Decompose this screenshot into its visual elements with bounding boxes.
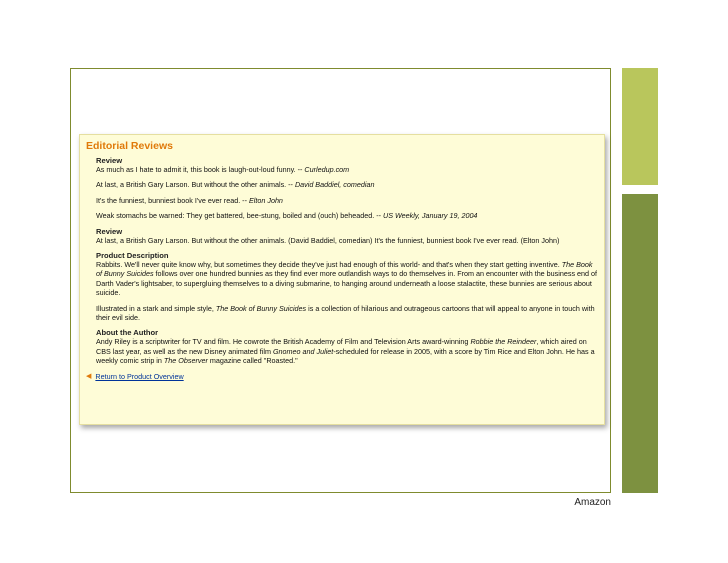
- review-section: [86, 156, 598, 366]
- left-arrow-icon: ◀: [86, 373, 92, 381]
- editorial-reviews-panel: [79, 134, 605, 425]
- review-heading: Review: [96, 156, 123, 165]
- return-to-product-overview-link[interactable]: Return to Product Overview: [95, 371, 184, 381]
- product-description-p2: Illustrated in a stark and simple style, The Book of Bunny Suicides is a collection of hilarious and outrageous cartoons that will appeal to anyone in touch with their evil side.: [96, 303, 595, 323]
- editorial-reviews-heading: Editorial Reviews: [86, 140, 173, 152]
- accent-bar-dark: [622, 194, 658, 493]
- review2-text: At last, a British Gary Larson. But without the other animals. (David Baddiel, comedian) It's the funniest, bunniest book I've ever read. (Elton John): [96, 235, 560, 245]
- review-quote: As much as I hate to admit it, this book is laugh-out-loud funny. -- Curledup.com: [96, 165, 350, 174]
- slide-caption: Amazon: [574, 497, 611, 508]
- review-quote: It's the funniest, bunniest book I've ever read. -- Elton John: [96, 195, 283, 205]
- return-to-overview[interactable]: [86, 372, 598, 381]
- about-author-text: Andy Riley is a scriptwriter for TV and film. He cowrote the British Academy of Film and Television Arts award-winning Robbie the Reindeer, which aired on CBS last year, as well as the new Disney animated film Gnomeo and Juliet-scheduled for release in 2005, with a score by Tim Rice and Elton John. He has a weekly comic strip in The Observer magazine called "Roasted.": [96, 337, 595, 366]
- product-description-p1: Rabbits. We'll never quite know why, but sometimes they decide they've just had enough of this world- and that's when they start getting inventive. The Book of Bunny Suicides follows over one hundred bunnies as they find ever more outlandish ways to do themselves in. From an encounter with the business end of Darth Vader's lightsaber, to supergluing themselves to a diving submarine, to hanging around underneath a loose stalactite, these bunnies are serious about suicide.: [96, 260, 598, 298]
- review-quote: At last, a British Gary Larson. But without the other animals. -- David Baddiel, comedian: [96, 180, 375, 190]
- review2-heading: Review: [96, 226, 123, 236]
- about-author-heading: About the Author: [96, 328, 159, 338]
- review-quote: Weak stomachs be warned: They get battered, bee-stung, boiled and (ouch) beheaded. -- US Weekly, January 19, 2004: [96, 211, 478, 221]
- product-description-heading: Product Description: [96, 251, 169, 261]
- accent-bar-light: [622, 68, 658, 185]
